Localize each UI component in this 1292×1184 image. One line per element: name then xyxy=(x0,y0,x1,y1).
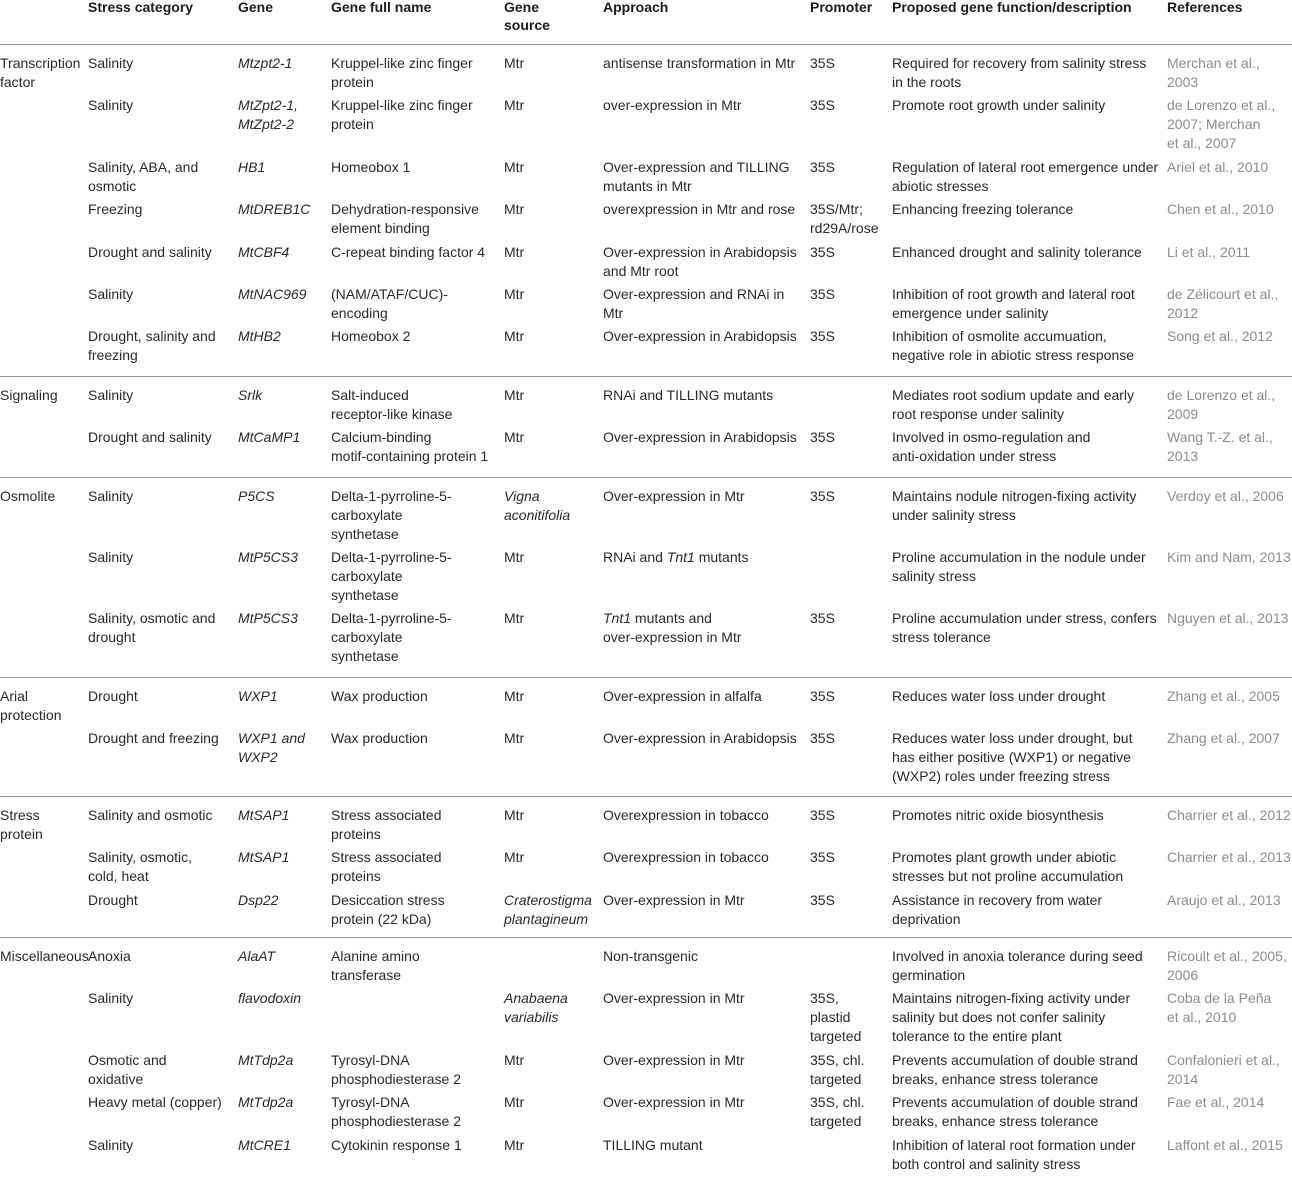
cell-approach: RNAi and Tnt1 mutants xyxy=(603,549,749,565)
cell-name: Alanine amino transferase xyxy=(331,948,420,983)
cell-stress: Salinity and osmotic xyxy=(88,807,213,823)
cell-function: Prevents accumulation of double strand breaks, enhance stress tolerance xyxy=(892,1052,1138,1087)
cell-source: Mtr xyxy=(504,807,525,823)
cell-promoter: 35S, plastid targeted xyxy=(810,990,862,1044)
cell-name: Salt-induced receptor-like kinase xyxy=(331,387,453,422)
cell-function: Reduces water loss under drought xyxy=(892,688,1106,704)
cell-name: Stress associated proteins xyxy=(331,849,442,884)
cell-ref: Laffont et al., 2015 xyxy=(1167,1137,1283,1153)
cell-function: Required for recovery from salinity stress in the roots xyxy=(892,55,1147,90)
header-references: References xyxy=(1167,0,1243,15)
cell-name: Wax production xyxy=(331,688,428,704)
group-label: Signaling xyxy=(0,387,58,403)
group-rule xyxy=(0,937,1292,938)
cell-ref: Nguyen et al., 2013 xyxy=(1167,610,1289,626)
cell-ref: Chen et al., 2010 xyxy=(1167,201,1274,217)
cell-name: Tyrosyl-DNA phosphodiesterase 2 xyxy=(331,1094,461,1129)
cell-ref: Araujo et al., 2013 xyxy=(1167,892,1281,908)
cell-promoter: 35S, chl. targeted xyxy=(810,1052,865,1087)
cell-source: Mtr xyxy=(504,328,525,344)
cell-promoter: 35S xyxy=(810,328,835,344)
cell-promoter: 35S xyxy=(810,849,835,865)
header-gene: Gene xyxy=(238,0,274,15)
cell-approach: Over-expression in alfalfa xyxy=(603,688,762,704)
cell-name: Calcium-binding motif-containing protein 1 xyxy=(331,429,489,464)
cell-function: Inhibition of osmolite accumuation, negative role in abiotic stress response xyxy=(892,328,1135,363)
cell-gene: MtSAP1 xyxy=(238,849,290,865)
cell-ref: Charrier et al., 2013 xyxy=(1167,849,1291,865)
cell-approach: Over-expression in Arabidopsis xyxy=(603,328,797,344)
cell-stress: Salinity xyxy=(88,549,134,565)
cell-name: Wax production xyxy=(331,730,428,746)
cell-ref: Song et al., 2012 xyxy=(1167,328,1273,344)
cell-stress: Drought and freezing xyxy=(88,730,219,746)
cell-promoter: 35S xyxy=(810,688,835,704)
cell-ref: Verdoy et al., 2006 xyxy=(1167,488,1284,504)
cell-ref: Zhang et al., 2005 xyxy=(1167,688,1280,704)
cell-stress: Salinity, osmotic, cold, heat xyxy=(88,849,192,884)
cell-ref: Kim and Nam, 2013 xyxy=(1167,549,1291,565)
cell-approach: Overexpression in tobacco xyxy=(603,849,769,865)
cell-source: Mtr xyxy=(504,387,525,403)
cell-source: Mtr xyxy=(504,549,525,565)
cell-gene: flavodoxin xyxy=(238,990,302,1006)
cell-stress: Osmotic and oxidative xyxy=(88,1052,167,1087)
cell-approach: TILLING mutant xyxy=(603,1137,703,1153)
cell-ref: Zhang et al., 2007 xyxy=(1167,730,1280,746)
cell-promoter: 35S xyxy=(810,488,835,504)
cell-ref: Li et al., 2011 xyxy=(1167,244,1251,260)
cell-name: Homeobox 2 xyxy=(331,328,411,344)
cell-gene: WXP1 and WXP2 xyxy=(238,730,305,765)
cell-approach: Over-expression in Mtr xyxy=(603,990,745,1006)
cell-name: Delta-1-pyrroline-5- carboxylate synthetase xyxy=(331,488,452,542)
cell-name: Homeobox 1 xyxy=(331,159,411,175)
cell-ref: Confalonieri et al., 2014 xyxy=(1167,1052,1280,1087)
cell-approach: Over-expression in Mtr xyxy=(603,488,745,504)
cell-stress: Salinity xyxy=(88,97,134,113)
cell-name: Kruppel-like zinc finger protein xyxy=(331,55,473,90)
cell-name: Delta-1-pyrroline-5- carboxylate synthetase xyxy=(331,610,452,664)
cell-promoter: 35S xyxy=(810,807,835,823)
cell-stress: Drought and salinity xyxy=(88,244,212,260)
cell-function: Proline accumulation in the nodule under salinity stress xyxy=(892,549,1146,584)
cell-source: Mtr xyxy=(504,201,525,217)
tnt1-italic: Tnt1 xyxy=(603,610,632,626)
cell-source: Mtr xyxy=(504,1094,525,1110)
cell-gene: WXP1 xyxy=(238,688,278,704)
cell-promoter: 35S xyxy=(810,244,835,260)
cell-function: Reduces water loss under drought, but has either positive (WXP1) or negative (WXP2) roles under freezing stress xyxy=(892,730,1133,784)
cell-approach: Tnt1 mutants and over-expression in Mtr xyxy=(603,610,742,645)
cell-approach: Over-expression in Mtr xyxy=(603,1094,745,1110)
cell-ref: Charrier et al., 2012 xyxy=(1167,807,1291,823)
cell-gene: Mtzpt2-1 xyxy=(238,55,293,71)
cell-stress: Salinity xyxy=(88,55,134,71)
cell-source: Mtr xyxy=(504,1052,525,1068)
cell-promoter: 35S xyxy=(810,892,835,908)
cell-source: Mtr xyxy=(504,610,525,626)
cell-ref: Ricoult et al., 2005, 2006 xyxy=(1167,948,1287,983)
group-rule xyxy=(0,796,1292,797)
cell-gene: Dsp22 xyxy=(238,892,279,908)
cell-source: Vigna aconitifolia xyxy=(504,488,571,523)
cell-approach: Over-expression in Arabidopsis xyxy=(603,730,797,746)
cell-source: Mtr xyxy=(504,1137,525,1153)
cell-name: (NAM/ATAF/CUC)- encoding xyxy=(331,286,448,321)
header-stress-category: Stress category xyxy=(88,0,194,15)
group-rule xyxy=(0,376,1292,377)
cell-function: Maintains nodule nitrogen-fixing activity under salinity stress xyxy=(892,488,1137,523)
cell-gene: MtNAC969 xyxy=(238,286,307,302)
cell-promoter: 35S xyxy=(810,429,835,445)
cell-function: Maintains nitrogen-fixing activity under salinity but does not confer salinity tolerance to the entire plant xyxy=(892,990,1131,1044)
cell-function: Proline accumulation under stress, confers stress tolerance xyxy=(892,610,1157,645)
cell-source: Mtr xyxy=(504,97,525,113)
group-label: Stress protein xyxy=(0,807,43,842)
cell-approach: Non-transgenic xyxy=(603,948,698,964)
cell-source: Mtr xyxy=(504,688,525,704)
cell-ref: Wang T.-Z. et al., 2013 xyxy=(1167,429,1273,464)
cell-gene: P5CS xyxy=(238,488,275,504)
cell-stress: Freezing xyxy=(88,201,143,217)
cell-gene: MtTdp2a xyxy=(238,1094,294,1110)
cell-stress: Anoxia xyxy=(88,948,131,964)
cell-promoter: 35S xyxy=(810,97,835,113)
cell-function: Mediates root sodium update and early root response under salinity xyxy=(892,387,1135,422)
cell-source: Mtr xyxy=(504,849,525,865)
cell-stress: Salinity xyxy=(88,990,134,1006)
cell-ref: de Lorenzo et al., 2009 xyxy=(1167,387,1276,422)
cell-gene: MtHB2 xyxy=(238,328,281,344)
cell-promoter: 35S xyxy=(810,55,835,71)
cell-name: Dehydration-responsive element binding xyxy=(331,201,479,236)
cell-ref: Merchan et al., 2003 xyxy=(1167,55,1260,90)
cell-ref: Coba de la Peña et al., 2010 xyxy=(1167,990,1272,1025)
cell-function: Inhibition of lateral root formation under both control and salinity stress xyxy=(892,1137,1136,1172)
cell-function: Enhancing freezing tolerance xyxy=(892,201,1074,217)
cell-ref: Fae et al., 2014 xyxy=(1167,1094,1265,1110)
cell-source: Mtr xyxy=(504,244,525,260)
cell-name: Kruppel-like zinc finger protein xyxy=(331,97,473,132)
cell-stress: Salinity xyxy=(88,1137,134,1153)
cell-gene: MtDREB1C xyxy=(238,201,311,217)
cell-gene: MtCaMP1 xyxy=(238,429,301,445)
header-gene-source: Gene source xyxy=(504,0,550,33)
tnt1-italic: Tnt1 xyxy=(666,549,695,565)
cell-stress: Salinity xyxy=(88,286,134,302)
cell-approach: Over-expression in Mtr xyxy=(603,1052,745,1068)
header-rule xyxy=(0,44,1292,45)
cell-function: Promotes plant growth under abiotic stresses but not proline accumulation xyxy=(892,849,1124,884)
cell-gene: AlaAT xyxy=(238,948,276,964)
cell-gene: Srlk xyxy=(238,387,263,403)
group-label: Miscellaneous xyxy=(0,948,89,964)
cell-stress: Salinity xyxy=(88,488,134,504)
cell-promoter: 35S xyxy=(810,159,835,175)
cell-source: Craterostigma plantagineum xyxy=(504,892,592,927)
cell-function: Regulation of lateral root emergence under abiotic stresses xyxy=(892,159,1159,194)
cell-function: Enhanced drought and salinity tolerance xyxy=(892,244,1142,260)
cell-gene: MtCBF4 xyxy=(238,244,290,260)
cell-promoter: 35S xyxy=(810,730,835,746)
cell-name: Stress associated proteins xyxy=(331,807,442,842)
group-label: Arial protection xyxy=(0,688,62,723)
cell-name: Tyrosyl-DNA phosphodiesterase 2 xyxy=(331,1052,461,1087)
cell-gene: MtP5CS3 xyxy=(238,549,298,565)
header-gene-full-name: Gene full name xyxy=(331,0,432,15)
cell-function: Inhibition of root growth and lateral root emergence under salinity xyxy=(892,286,1135,321)
cell-source: Mtr xyxy=(504,286,525,302)
header-function: Proposed gene function/description xyxy=(892,0,1132,15)
cell-approach: antisense transformation in Mtr xyxy=(603,55,796,71)
cell-approach: overexpression in Mtr and rose xyxy=(603,201,796,217)
cell-approach: Over-expression in Mtr xyxy=(603,892,745,908)
cell-gene: MtSAP1 xyxy=(238,807,290,823)
cell-source: Mtr xyxy=(504,429,525,445)
cell-promoter: 35S/Mtr; rd29A/rose xyxy=(810,201,879,236)
cell-gene: MtTdp2a xyxy=(238,1052,294,1068)
group-rule xyxy=(0,677,1292,678)
cell-name: C-repeat binding factor 4 xyxy=(331,244,486,260)
cell-function: Prevents accumulation of double strand breaks, enhance stress tolerance xyxy=(892,1094,1138,1129)
cell-stress: Salinity, ABA, and osmotic xyxy=(88,159,199,194)
cell-function: Involved in anoxia tolerance during seed germination xyxy=(892,948,1143,983)
cell-promoter: 35S xyxy=(810,286,835,302)
cell-stress: Drought and salinity xyxy=(88,429,212,445)
cell-ref: de Zélicourt et al., 2012 xyxy=(1167,286,1279,321)
cell-source: Mtr xyxy=(504,730,525,746)
cell-stress: Drought, salinity and freezing xyxy=(88,328,216,363)
cell-stress: Salinity, osmotic and drought xyxy=(88,610,216,645)
cell-approach: over-expression in Mtr xyxy=(603,97,742,113)
cell-gene: MtP5CS3 xyxy=(238,610,298,626)
cell-name: Delta-1-pyrroline-5- carboxylate synthetase xyxy=(331,549,452,603)
cell-approach: RNAi and TILLING mutants xyxy=(603,387,774,403)
cell-name: Desiccation stress protein (22 kDa) xyxy=(331,892,445,927)
cell-approach: Over-expression in Arabidopsis and Mtr root xyxy=(603,244,797,279)
cell-function: Involved in osmo-regulation and anti-oxidation under stress xyxy=(892,429,1091,464)
cell-approach: Over-expression and TILLING mutants in Mtr xyxy=(603,159,790,194)
cell-ref: de Lorenzo et al., 2007; Merchan et al., 2007 xyxy=(1167,97,1276,151)
cell-stress: Drought xyxy=(88,892,138,908)
cell-stress: Drought xyxy=(88,688,138,704)
header-promoter: Promoter xyxy=(810,0,873,15)
cell-function: Promotes nitric oxide biosynthesis xyxy=(892,807,1104,823)
cell-function: Promote root growth under salinity xyxy=(892,97,1106,113)
cell-promoter: 35S, chl. targeted xyxy=(810,1094,865,1129)
cell-source: Mtr xyxy=(504,159,525,175)
cell-function: Assistance in recovery from water deprivation xyxy=(892,892,1103,927)
group-rule xyxy=(0,477,1292,478)
cell-approach: Overexpression in tobacco xyxy=(603,807,769,823)
group-label: Transcription factor xyxy=(0,55,81,90)
group-label: Osmolite xyxy=(0,488,56,504)
header-approach: Approach xyxy=(603,0,669,15)
cell-source: Mtr xyxy=(504,55,525,71)
cell-gene: MtCRE1 xyxy=(238,1137,291,1153)
cell-name: Cytokinin response 1 xyxy=(331,1137,462,1153)
cell-gene: MtZpt2-1, MtZpt2-2 xyxy=(238,97,298,132)
cell-approach: Over-expression in Arabidopsis xyxy=(603,429,797,445)
cell-ref: Ariel et al., 2010 xyxy=(1167,159,1269,175)
cell-stress: Heavy metal (copper) xyxy=(88,1094,222,1110)
cell-gene: HB1 xyxy=(238,159,266,175)
cell-source: Anabaena variabilis xyxy=(504,990,568,1025)
cell-promoter: 35S xyxy=(810,610,835,626)
cell-approach: Over-expression and RNAi in Mtr xyxy=(603,286,785,321)
cell-stress: Salinity xyxy=(88,387,134,403)
